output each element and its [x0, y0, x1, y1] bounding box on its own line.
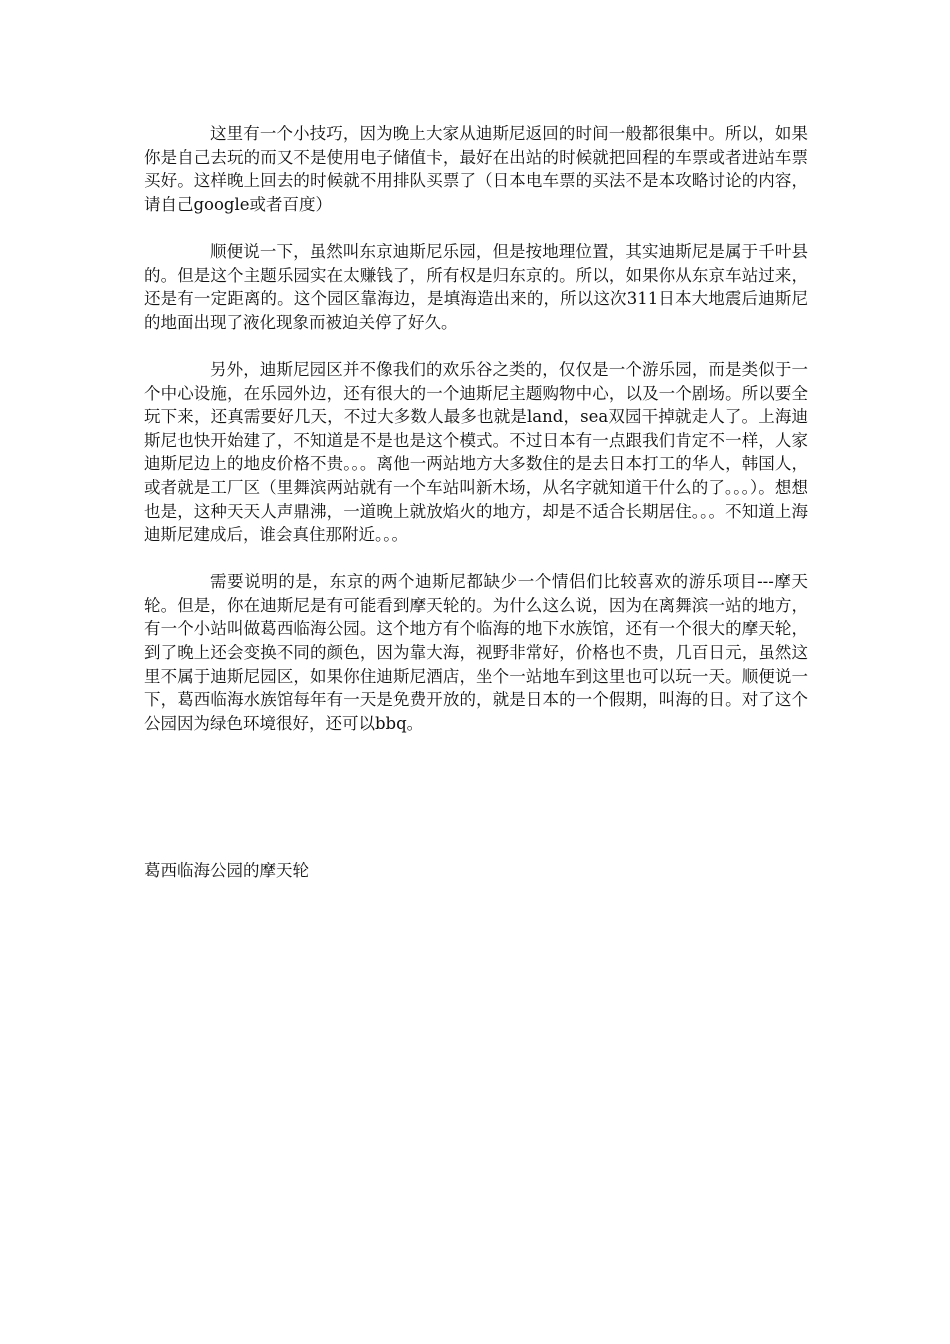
article-body — [144, 122, 808, 759]
paragraph-location: 顺便说一下，虽然叫东京迪斯尼乐园，但是按地理位置，其实迪斯尼是属于千叶县的。但是这个主题乐园实在太赚钱了，所有权是归东京的。所以，如果你从东京车站过来，还是有一定距离的。这个园区靠海边，是填海造出来的，所以这次311日本大地震后迪斯尼的地面出现了液化现象而被迫关停了好久。 — [144, 241, 808, 332]
paragraph-park-area: 另外，迪斯尼园区并不像我们的欢乐谷之类的，仅仅是一个游乐园，而是类似于一个中心设施，在乐园外边，还有很大的一个迪斯尼主题购物中心，以及一个剧场。所以要全玩下来，还真需要好几天，不过大多数人最多也就是land，sea双园干掉就走人了。上海迪斯尼也快开始建了，不知道是不是也是这个模式。不过日本有一点跟我们肯定不一样，人家迪斯尼边上的地皮价格不贵。。。离他一两站地方大多数住的是去日本打工的华人，韩国人，或者就是工厂区（里舞滨两站就有一个车站叫新木场，从名字就知道干什么的了。。。）。想想也是，这种天天人声鼎沸，一道晚上就放焰火的地方，却是不适合长期居住。。。不知道上海迪斯尼建成后，谁会真住那附近。。。 — [144, 359, 808, 545]
image-caption: 葛西临海公园的摩天轮 — [144, 861, 309, 880]
paragraph-ticket-tip: 这里有一个小技巧，因为晚上大家从迪斯尼返回的时间一般都很集中。所以，如果你是自己去玩的而又不是使用电子储值卡，最好在出站的时候就把回程的车票或者进站车票买好。这样晚上回去的时候就不用排队买票了（日本电车票的买法不是本攻略讨论的内容，请自己google或者百度） — [144, 124, 808, 214]
paragraph-ferris-wheel: 需要说明的是，东京的两个迪斯尼都缺少一个情侣们比较喜欢的游乐项目---摩天轮。但是，你在迪斯尼是有可能看到摩天轮的。为什么这么说，因为在离舞滨一站的地方，有一个小站叫做葛西临海公园。这个地方有个临海的地下水族馆，还有一个很大的摩天轮，到了晚上还会变换不同的颜色，因为靠大海，视野非常好，价格也不贵，几百日元，虽然这里不属于迪斯尼园区，如果你住迪斯尼酒店，坐个一站地车到这里也可以玩一天。顺便说一下，葛西临海水族馆每年有一天是免费开放的，就是日本的一个假期，叫海的日。对了这个公园因为绿色环境很好，还可以bbq。 — [144, 572, 808, 733]
